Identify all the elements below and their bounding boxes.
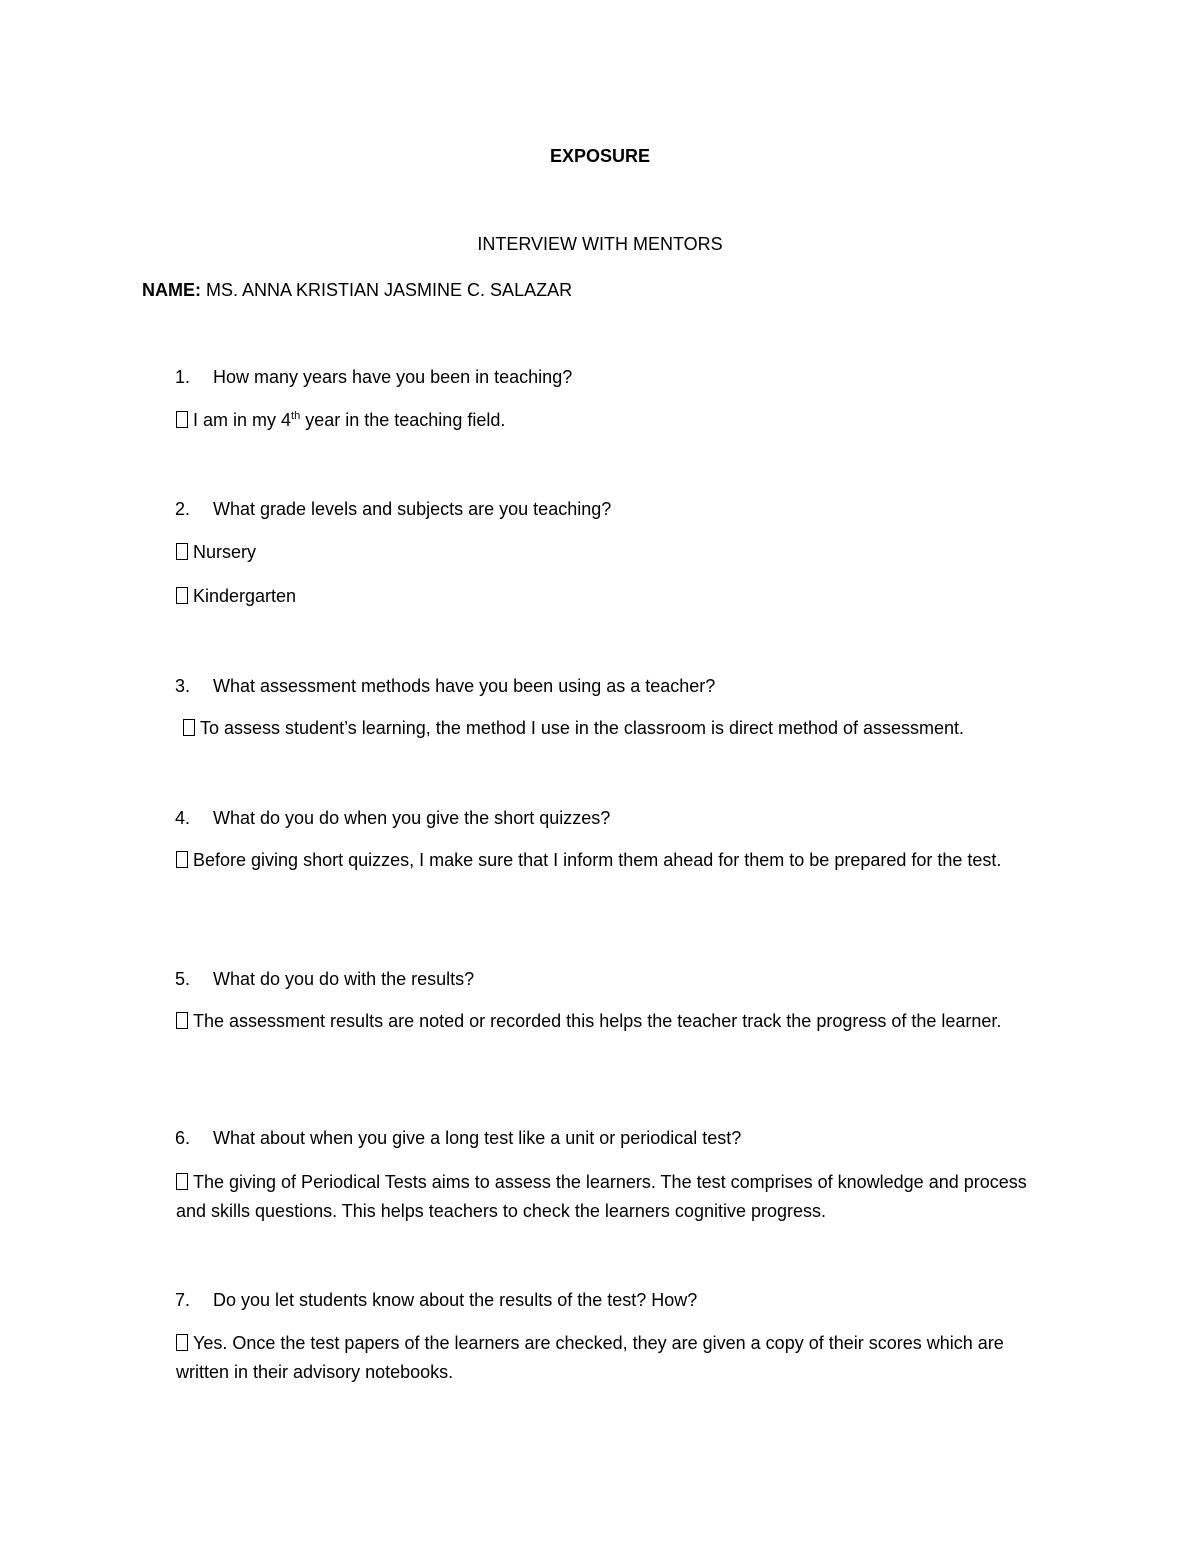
answer-6 [176,1168,1056,1226]
question-text: What about when you give a long test like a unit or periodical test? [213,1128,742,1148]
answer-3 [183,714,1063,743]
answer-2b [176,582,1056,611]
question-number: 2. [175,499,191,519]
question-text: What grade levels and subjects are you teaching? [213,499,612,519]
question-text: What do you do with the results? [213,969,475,989]
box-glyph-icon [176,587,188,604]
question-number: 5. [175,969,191,989]
box-glyph-icon [176,543,188,560]
answer-text: Yes. Once the test papers of the learners are checked, they are given a copy of their scores which are written in their advisory notebooks. [176,1333,1004,1382]
question-number: 4. [175,808,191,828]
question-text: Do you let students know about the results of the test? How? [213,1290,698,1310]
question-3 [175,677,715,695]
document-subtitle: INTERVIEW WITH MENTORS [477,234,723,254]
question-6 [175,1129,741,1147]
answer-5 [176,1007,1056,1036]
document-title: EXPOSURE [549,146,651,166]
answer-text-pre: I am in my 4 [193,410,292,430]
box-glyph-icon [176,1173,188,1190]
name-value: MS. ANNA KRISTIAN JASMINE C. SALAZAR [201,280,573,300]
answer-text-post: year in the teaching field. [300,410,506,430]
box-glyph-icon [176,1012,188,1029]
answer-superscript: th [291,410,301,422]
answer-7 [176,1329,1056,1387]
box-glyph-icon [183,719,195,736]
box-glyph-icon [176,1334,188,1351]
question-number: 7. [175,1290,191,1310]
answer-text: Kindergarten [193,586,297,606]
question-text: What do you do when you give the short quizzes? [213,808,611,828]
answer-text: Before giving short quizzes, I make sure that I inform them ahead for them to be prepared for the test. [193,850,1002,870]
answer-4 [176,846,1056,875]
question-7 [175,1291,697,1309]
question-5 [175,970,474,988]
box-glyph-icon [176,411,188,428]
answer-text: The giving of Periodical Tests aims to assess the learners. The test comprises of knowledge and process and skills questions. This helps teachers to check the learners cognitive progress. [176,1172,1027,1221]
question-number: 6. [175,1128,191,1148]
answer-text: To assess student’s learning, the method I use in the classroom is direct method of assessment. [200,718,965,738]
name-label: NAME: [142,280,201,300]
question-number: 3. [175,676,191,696]
question-4 [175,809,610,827]
question-text: What assessment methods have you been using as a teacher? [213,676,716,696]
question-2 [175,500,611,518]
box-glyph-icon [176,851,188,868]
answer-2a [176,538,1056,567]
question-1 [175,368,572,386]
name-line [142,281,572,299]
answer-1 [176,406,1056,435]
answer-text: The assessment results are noted or recorded this helps the teacher track the progress of the learner. [193,1011,1002,1031]
answer-text: Nursery [193,542,257,562]
question-number: 1. [175,367,191,387]
question-text: How many years have you been in teaching? [213,367,573,387]
